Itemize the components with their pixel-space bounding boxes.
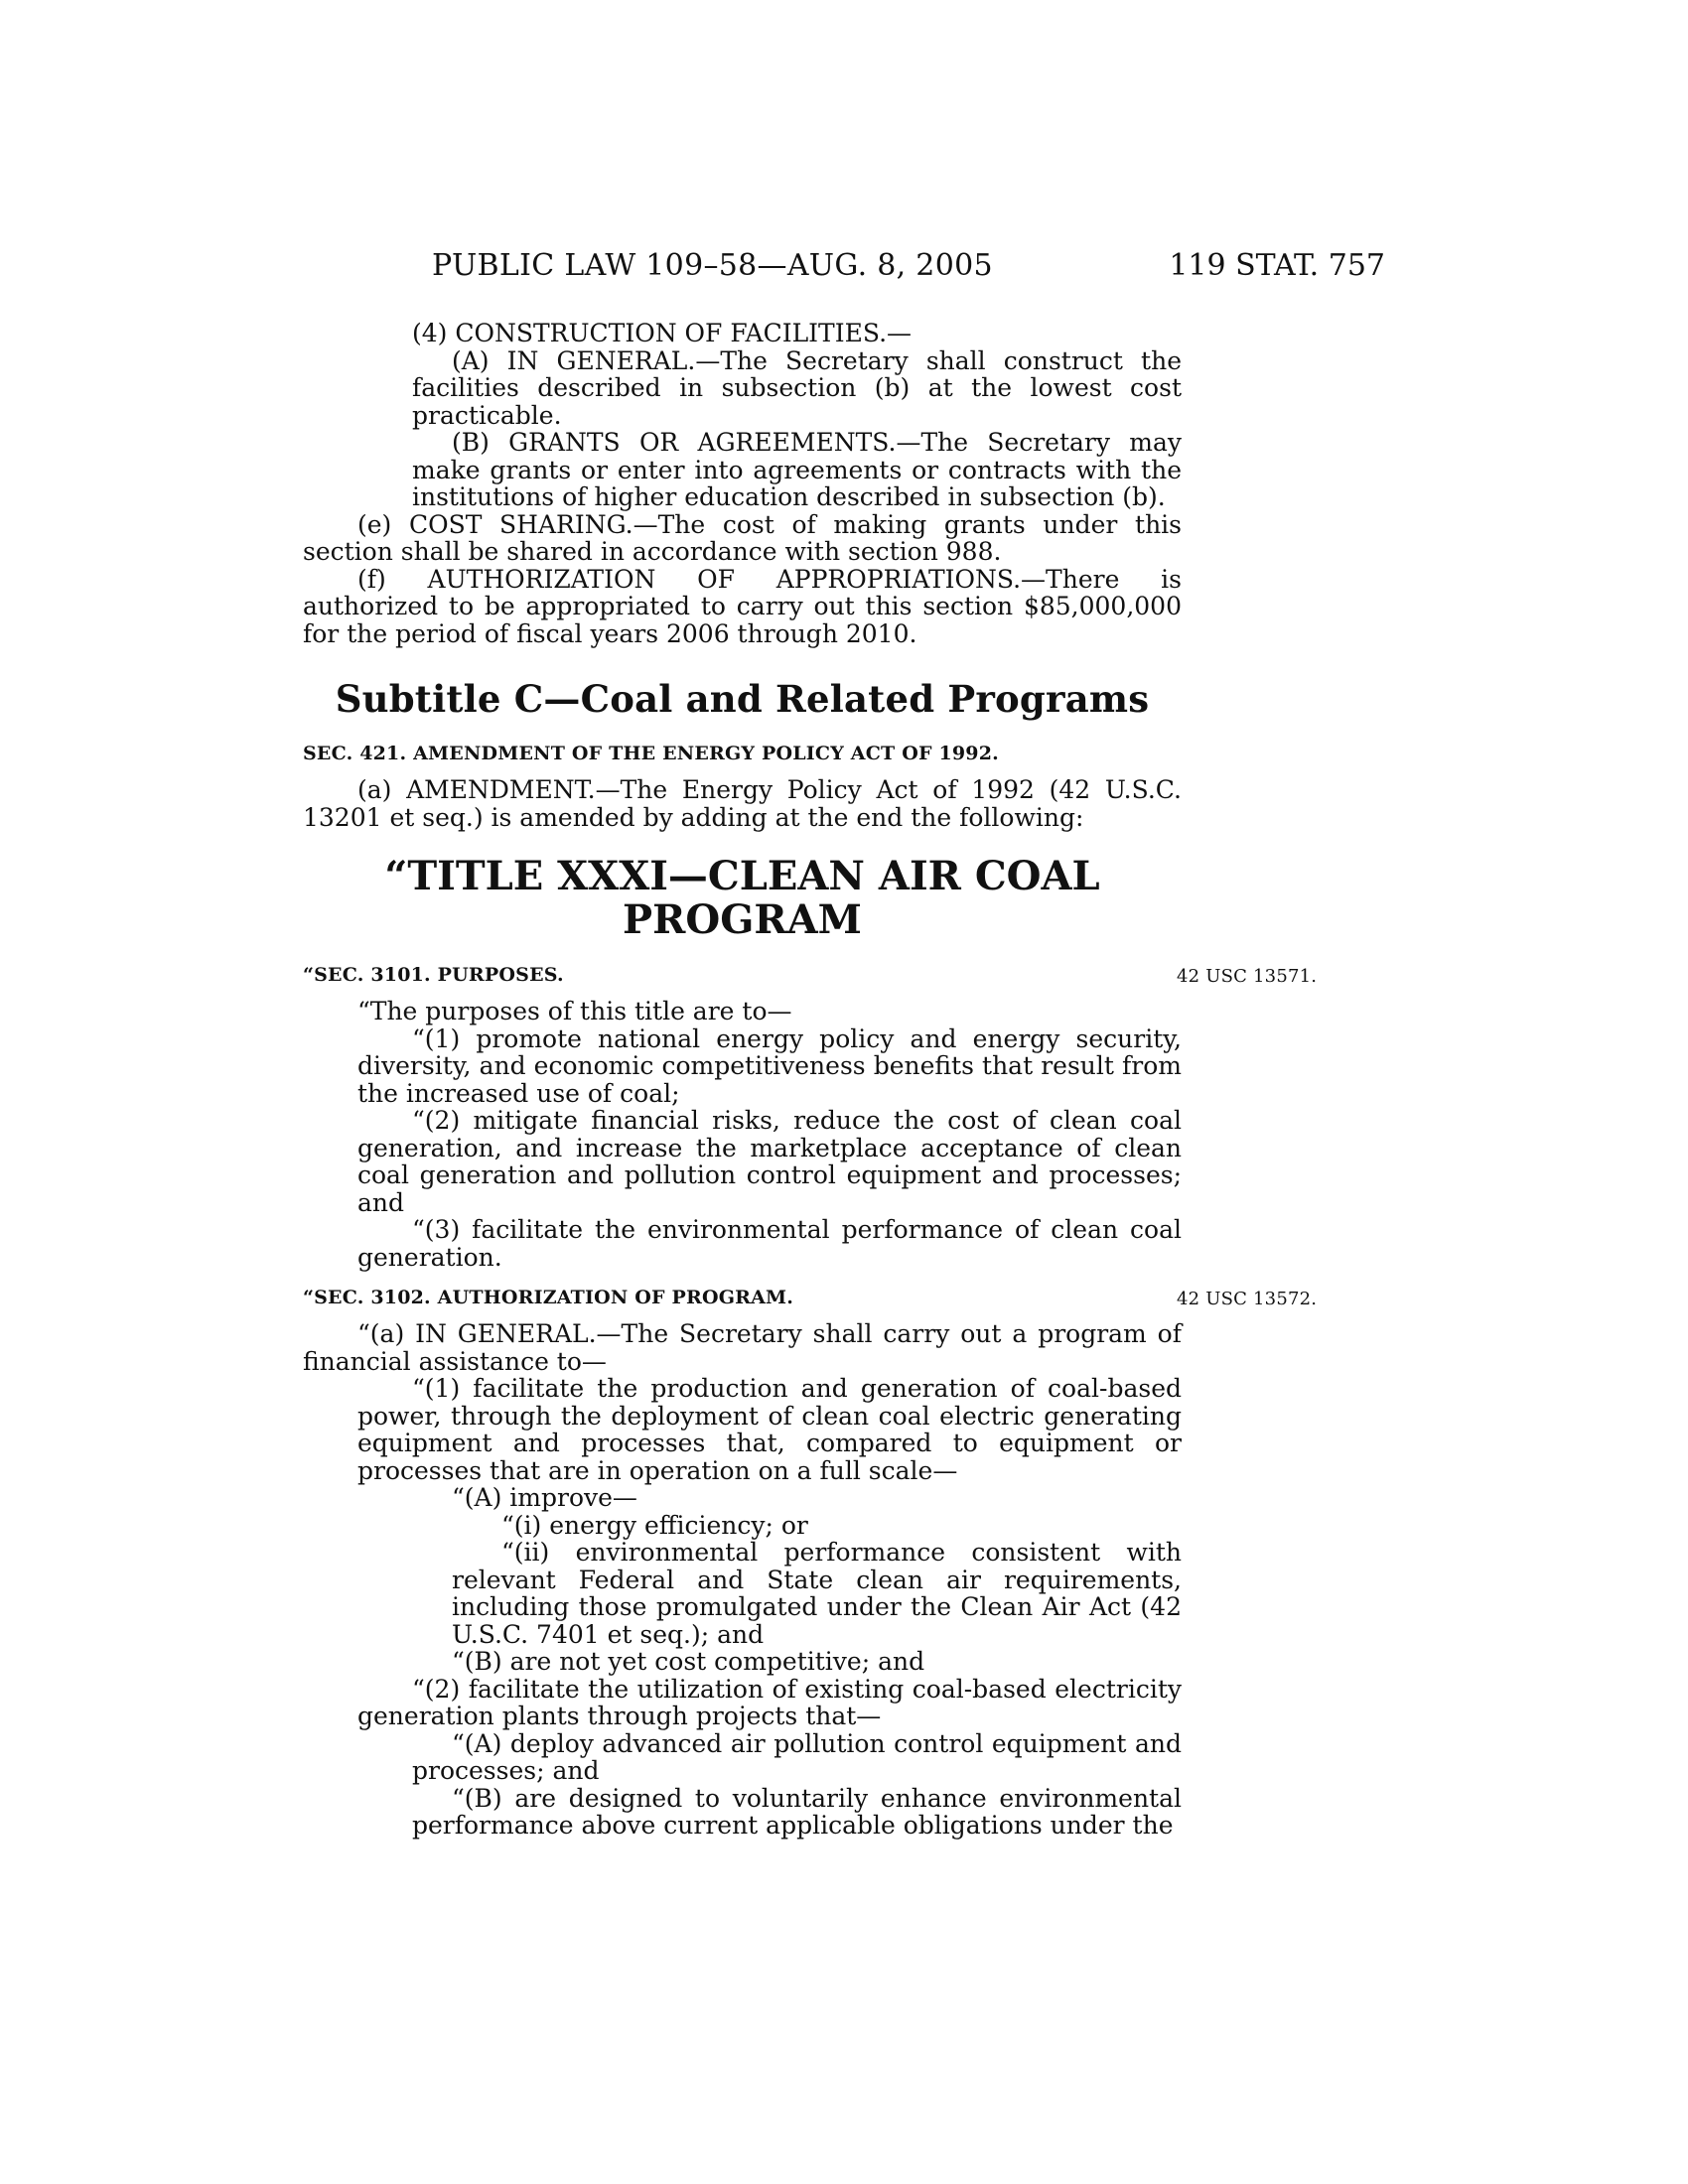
purposes-intro: “The purposes of this title are to—: [357, 997, 792, 1025]
authorization-1a-ii: “(ii) environmental performance consistent with relevant Federal and State clean air requirements, including those promulgated under the Clean Air Act (42 U.S.C. 7401 et seq.); and: [452, 1538, 1182, 1649]
page-header: [298, 248, 1385, 288]
document-body: [303, 319, 1318, 1840]
paragraph-4a: (A) IN GENERAL.—The Secretary shall construct the facilities described in subsection (b) at the lowest cost practicable.: [412, 345, 1182, 430]
paragraph-4b: (B) GRANTS OR AGREEMENTS.—The Secretary may make grants or enter into agreements or contracts with the institutions of higher education described in subsection (b).: [412, 428, 1182, 511]
margin-note-3101: 42 USC 13571.: [1177, 966, 1318, 987]
purpose-2: “(2) mitigate financial risks, reduce the cost of clean coal generation, and increase the marketplace acceptance of clean coal generation and pollution control equipment and processes; and: [357, 1106, 1182, 1217]
margin-note-3102: 42 USC 13572.: [1177, 1289, 1318, 1309]
title-xxxi-heading: [303, 855, 1182, 942]
amendment-paragraph: (a) AMENDMENT.—The Energy Policy Act of 1992 (42 U.S.C. 13201 et seq.) is amended by adding at the end the following:: [303, 775, 1182, 832]
subtitle-heading: Subtitle C—Coal and Related Programs: [335, 677, 1150, 721]
header-title: PUBLIC LAW 109–58—AUG. 8, 2005: [432, 248, 993, 283]
paragraph-e: (e) COST SHARING.—The cost of making grants under this section shall be shared in accordance with section 988.: [303, 509, 1182, 566]
authorization-1: “(1) facilitate the production and generation of coal-based power, through the deployment of clean coal electric generating equipment and processes that, compared to equipment or processes that are in operation on a full scale—: [357, 1374, 1182, 1485]
page-number: 119 STAT. 757: [1169, 248, 1385, 283]
title-xxxi-line-2: PROGRAM: [623, 896, 862, 943]
authorization-a: “(a) IN GENERAL.—The Secretary shall carry out a program of financial assistance to—: [303, 1319, 1182, 1376]
authorization-1a-i: “(i) energy efficiency; or: [501, 1510, 808, 1540]
section-3101-heading: “SEC. 3101. PURPOSES.: [303, 964, 564, 986]
purpose-1: “(1) promote national energy policy and energy security, diversity, and economic competitiveness benefits that result from the increased use of coal;: [357, 1024, 1182, 1108]
paragraph-4-heading: (4) CONSTRUCTION OF FACILITIES.—: [412, 319, 913, 347]
purpose-3: “(3) facilitate the environmental performance of clean coal generation.: [357, 1215, 1182, 1272]
section-3102-heading: “SEC. 3102. AUTHORIZATION OF PROGRAM.: [303, 1287, 794, 1308]
section-3101-row: [303, 964, 1318, 987]
authorization-1a: “(A) improve—: [452, 1483, 637, 1512]
title-xxxi-line-1: “TITLE XXXI—CLEAN AIR COAL: [384, 853, 1100, 899]
authorization-2: “(2) facilitate the utilization of existing coal-based electricity generation plants through projects that—: [357, 1674, 1182, 1730]
authorization-2b: “(B) are designed to voluntarily enhance environmental performance above current applicable obligations under the: [412, 1783, 1182, 1840]
paragraph-f: (f) AUTHORIZATION OF APPROPRIATIONS.—There is authorized to be appropriated to carry out this section $85,000,000 for the period of fiscal years 2006 through 2010.: [303, 564, 1182, 648]
section-3102-row: [303, 1287, 1318, 1309]
authorization-1b: “(B) are not yet cost competitive; and: [452, 1647, 925, 1676]
section-421-heading: SEC. 421. AMENDMENT OF THE ENERGY POLICY ACT OF 1992.: [303, 743, 999, 764]
authorization-2a: “(A) deploy advanced air pollution control equipment and processes; and: [412, 1728, 1182, 1785]
